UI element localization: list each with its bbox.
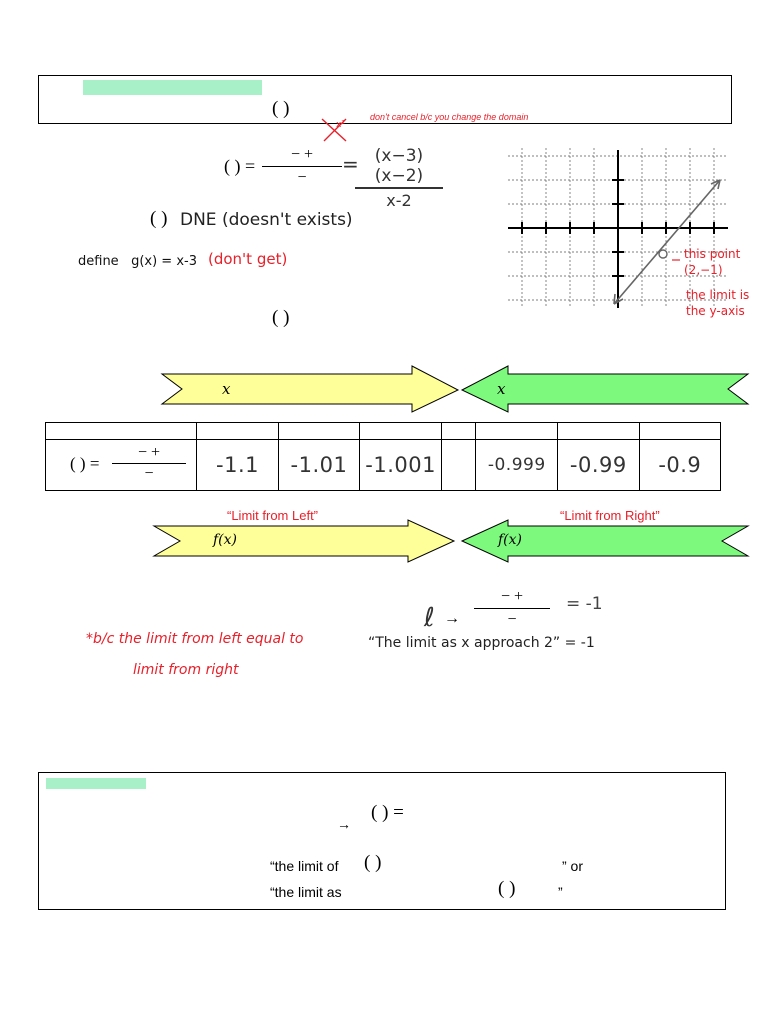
define-note: (don't get) xyxy=(208,250,288,268)
cancel-note: don't cancel b/c you change the domain xyxy=(370,112,529,122)
table-row xyxy=(46,440,721,491)
limit-result: = -1 xyxy=(566,594,603,614)
graph-line xyxy=(614,180,720,304)
limit-numerator: − + xyxy=(500,588,524,605)
bottom-left-arrow-label: f(x) xyxy=(213,532,238,548)
table-row-fraction xyxy=(112,444,186,483)
table-header-row xyxy=(46,423,721,440)
limit-fraction xyxy=(474,588,550,629)
definition-line1-paren: ( ) xyxy=(364,852,382,873)
equation-numerator: − + xyxy=(290,146,314,163)
function-graph xyxy=(508,148,728,308)
top-highlight-bar xyxy=(83,80,262,95)
table-row-label: ( ) = xyxy=(70,454,100,473)
dne-paren: ( ) xyxy=(150,208,168,229)
limit-spoken: “The limit as x approach 2” = -1 xyxy=(368,635,595,651)
table-row-label-cell xyxy=(46,440,197,491)
top-box-paren: ( ) xyxy=(272,98,290,119)
definition-line2-paren: ( ) xyxy=(498,878,516,899)
limit-arrow: → xyxy=(444,610,460,627)
table-cell: -0.999 xyxy=(476,440,558,491)
bottom-right-arrow-label: f(x) xyxy=(498,532,523,548)
right-limit-caption: “Limit from Right” xyxy=(560,508,660,523)
table-cell: -1.01 xyxy=(278,440,360,491)
definition-line2-start: “the limit as xyxy=(270,884,342,900)
table-cell xyxy=(442,440,476,491)
definition-line2-end: ” xyxy=(558,884,563,900)
bottom-left-arrow xyxy=(152,518,456,564)
left-note-line1: *b/c the limit from left equal to xyxy=(86,631,304,647)
dne-text: DNE (doesn't exists) xyxy=(180,210,353,230)
factored-numerator: (x−3)(x−2) xyxy=(374,146,424,186)
cancel-scribble-icon xyxy=(318,115,352,145)
table-row-denominator: − xyxy=(144,465,154,482)
definition-arrow: → xyxy=(337,818,351,833)
limit-symbol: ℓ xyxy=(424,603,435,633)
factored-equals: = xyxy=(342,152,359,176)
definition-line1-end: ” or xyxy=(562,858,583,874)
top-left-arrow-var: x xyxy=(222,380,231,398)
table-cell: -0.9 xyxy=(639,440,720,491)
equation-denominator: − xyxy=(297,169,307,186)
graph-this-point-note: this point (2,−1) xyxy=(684,247,741,277)
definition-highlight-bar xyxy=(46,778,146,789)
values-table xyxy=(45,422,721,491)
equation-fraction xyxy=(262,146,342,187)
table-row-numerator: − + xyxy=(137,444,161,461)
limit-denominator: − xyxy=(507,611,517,628)
definition-line1-start: “the limit of xyxy=(270,858,339,874)
left-note-line2: limit from right xyxy=(133,662,239,678)
graph-hole-icon xyxy=(659,250,667,258)
top-right-arrow-var: x xyxy=(497,380,506,398)
definition-paren-eq: ( ) = xyxy=(371,802,404,823)
table-cell: -1.1 xyxy=(197,440,278,491)
left-limit-caption: “Limit from Left” xyxy=(227,508,319,523)
lower-paren: ( ) xyxy=(272,307,290,328)
svg-text:x²: x² xyxy=(336,120,345,130)
top-left-arrow xyxy=(160,364,462,414)
graph-limit-note: the limit is the y-axis xyxy=(686,288,750,318)
definition-box xyxy=(38,772,726,910)
factored-denominator: x-2 xyxy=(386,191,412,210)
define-text: define g(x) = x-3 xyxy=(78,254,197,269)
table-cell: -0.99 xyxy=(558,440,640,491)
table-cell: -1.001 xyxy=(360,440,442,491)
factored-fraction xyxy=(355,146,443,210)
equation-lhs: ( ) = xyxy=(224,156,256,176)
